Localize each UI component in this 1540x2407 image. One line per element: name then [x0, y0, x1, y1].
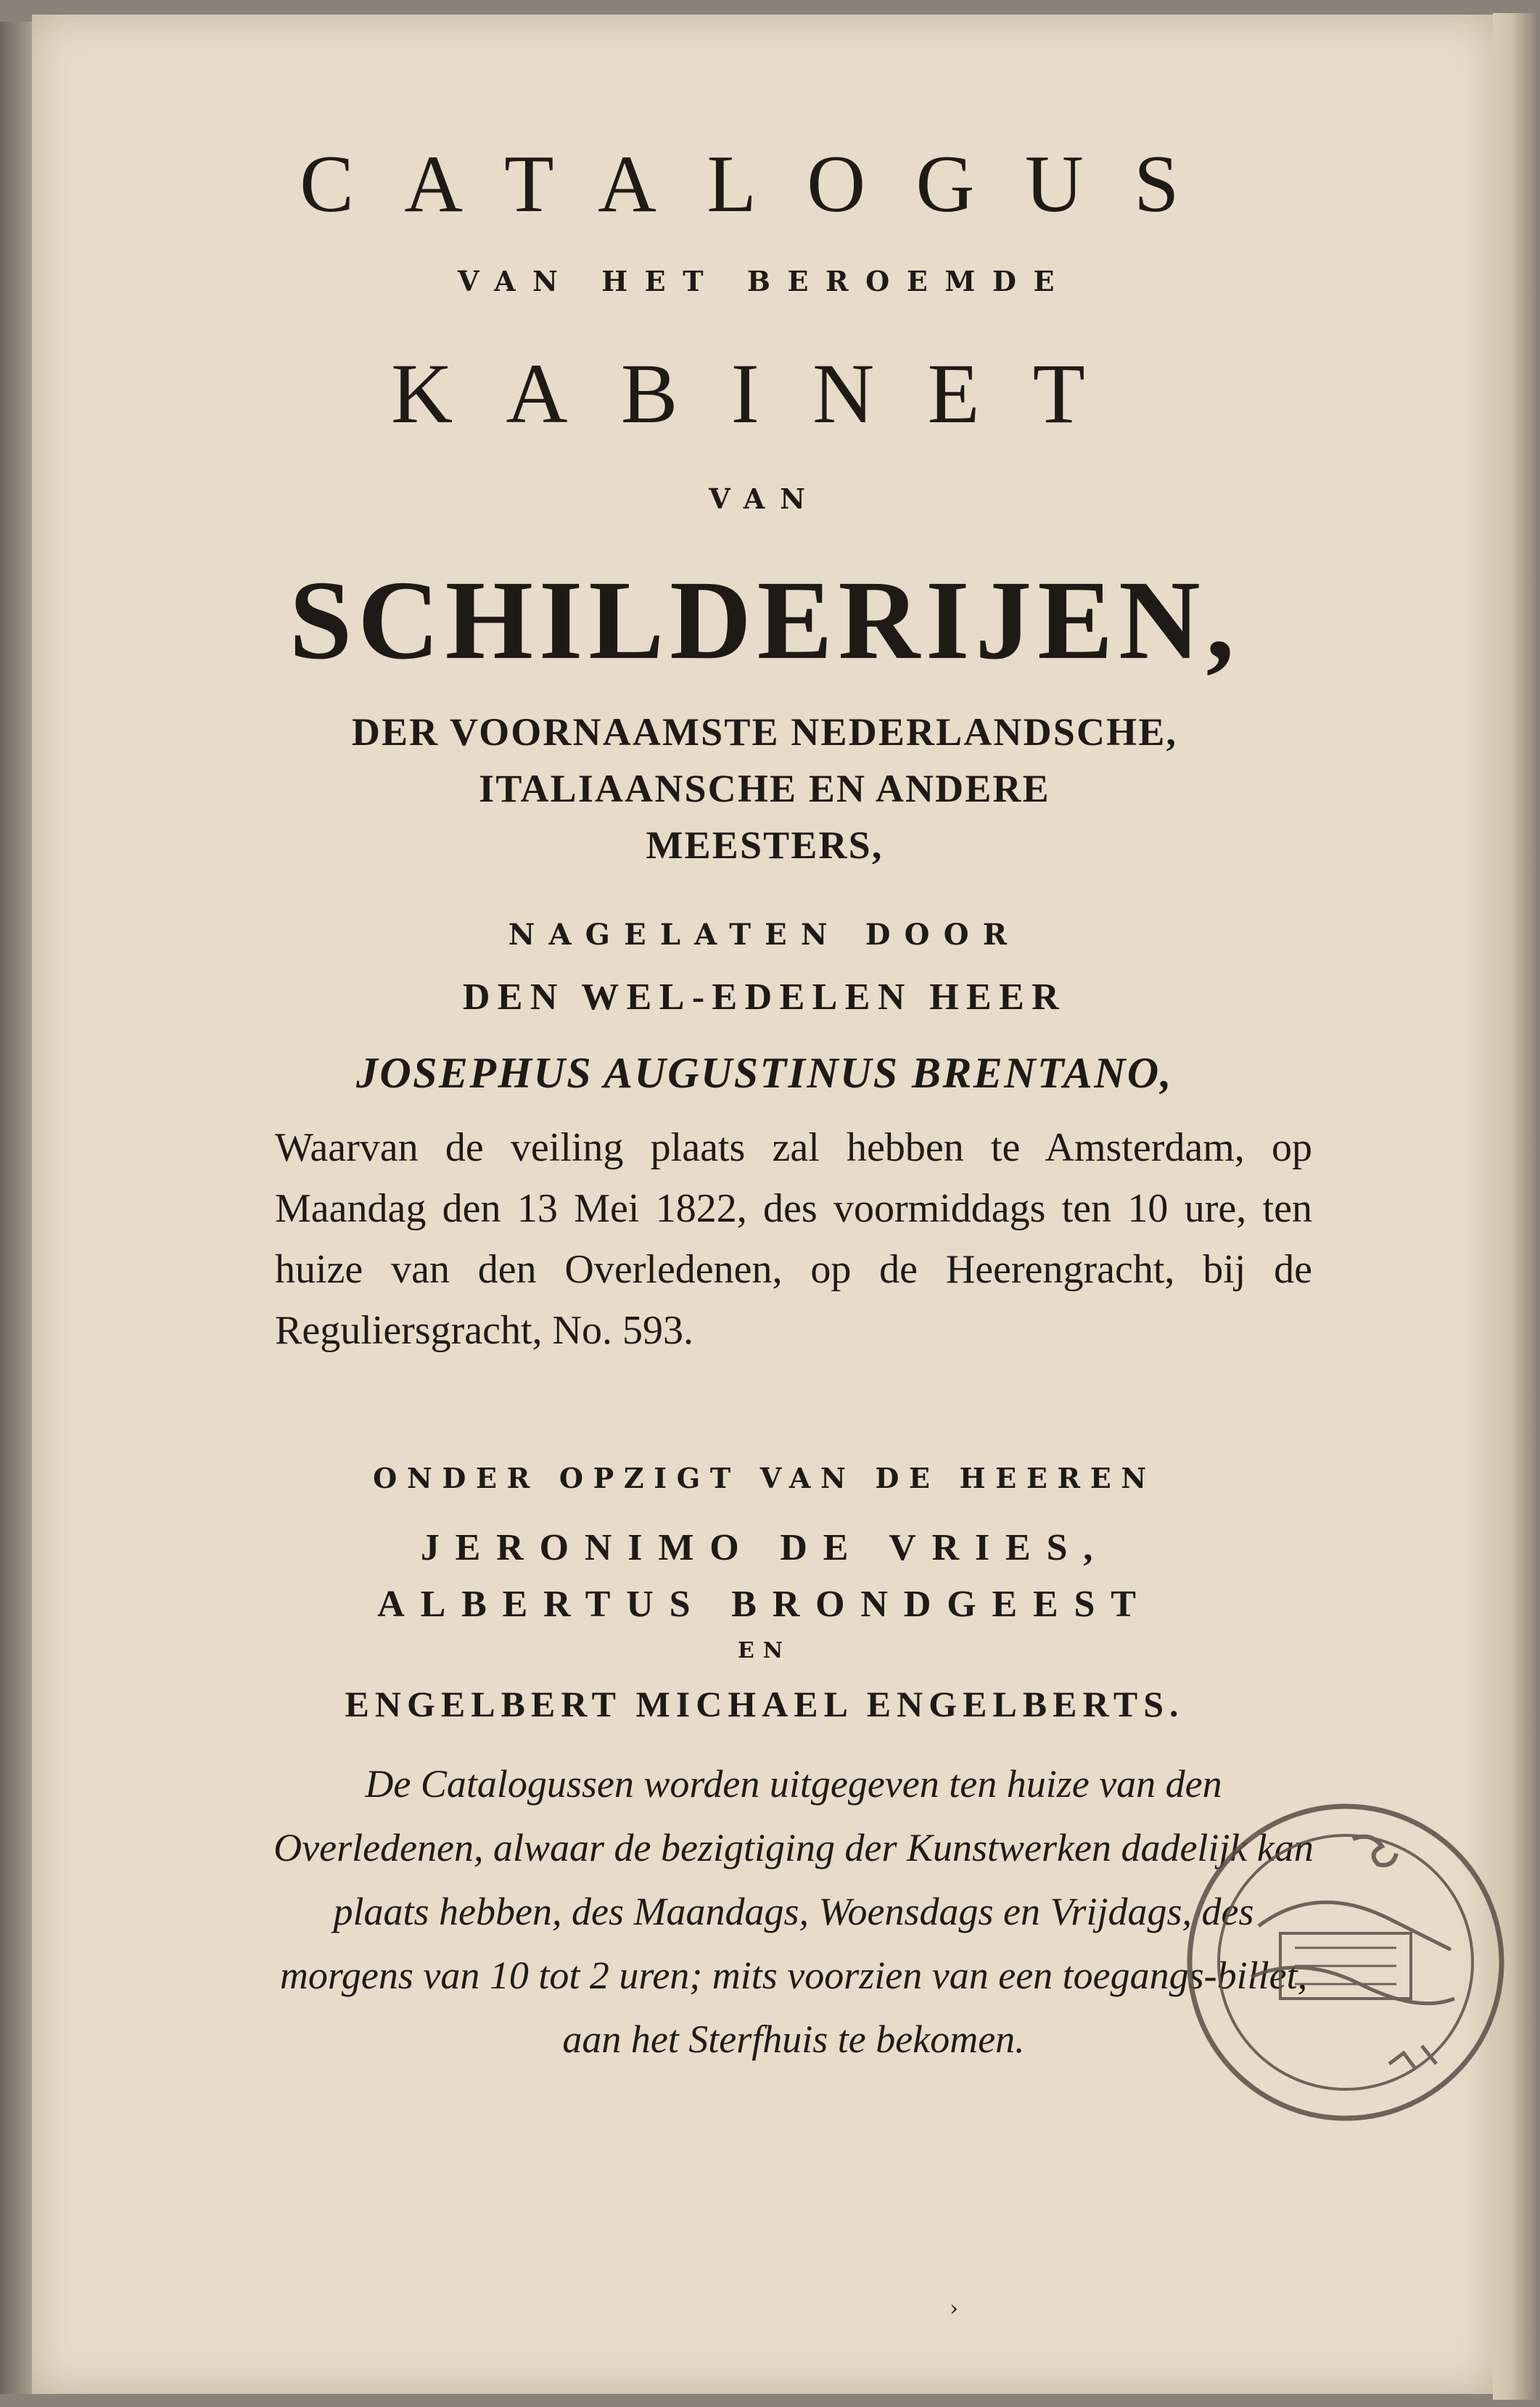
line-en: EN — [737, 1638, 792, 1663]
line-onder-opzigt: ONDER OPZIGT VAN DE HEEREN — [373, 1462, 1156, 1494]
auction-paragraph: Waarvan de veiling plaats zal hebben te Amsterdam, op Maandag den 13 Mei 1822, des voormiddags ten 10 ure, ten huize van den Overledenen, op de Heerengracht, bij de Reguliersgracht, No. 593. — [275, 1125, 1312, 1353]
line-van-het-beroemde: VAN HET BEROEMDE — [457, 265, 1072, 297]
library-stamp-icon — [1172, 1781, 1520, 2144]
auctioneer-names — [32, 1520, 1497, 1633]
subtitle-line: MEESTERS, — [646, 823, 884, 867]
auctioneer-name: JERONIMO DE VRIES, — [420, 1527, 1109, 1568]
book-spine-edge — [0, 22, 33, 2394]
footer-mark: › — [950, 2296, 958, 2321]
auctioneer-name: ALBERTUS BRONDGEEST — [377, 1584, 1152, 1625]
line-den-wel-edelen-heer: DEN WEL-EDELEN HEER — [462, 976, 1067, 1018]
subtitle-line: DER VOORNAAMSTE NEDERLANDSCHE, — [351, 710, 1178, 754]
deceased-name: JOSEPHUS AUGUSTINUS BRENTANO, — [356, 1049, 1173, 1097]
viewing-notice: De Catalogussen worden uitgegeven ten huize van den Overledenen, alwaar de bezigtiging der Kunstwerken dadelijk kan plaats hebben, des Maandags, Woensdags en Vrijdags, des morgens van 10 tot 2 uren; mits voorzien van een toegangs-billet, aan het Sterfhuis te bekomen. — [273, 1762, 1314, 2061]
subtitle-line: ITALIAANSCHE EN ANDERE — [479, 767, 1050, 810]
title-kabinet: KABINET — [391, 346, 1138, 441]
subtitle — [32, 704, 1497, 873]
title-schilderijen: SCHILDERIJEN, — [289, 557, 1240, 683]
line-van: VAN — [709, 482, 820, 515]
auctioneer-name-engelberts: ENGELBERT MICHAEL ENGELBERTS. — [345, 1684, 1185, 1724]
title-catalogus: CATALOGUS — [300, 139, 1230, 229]
line-nagelaten-door: NAGELATEN DOOR — [508, 918, 1021, 952]
